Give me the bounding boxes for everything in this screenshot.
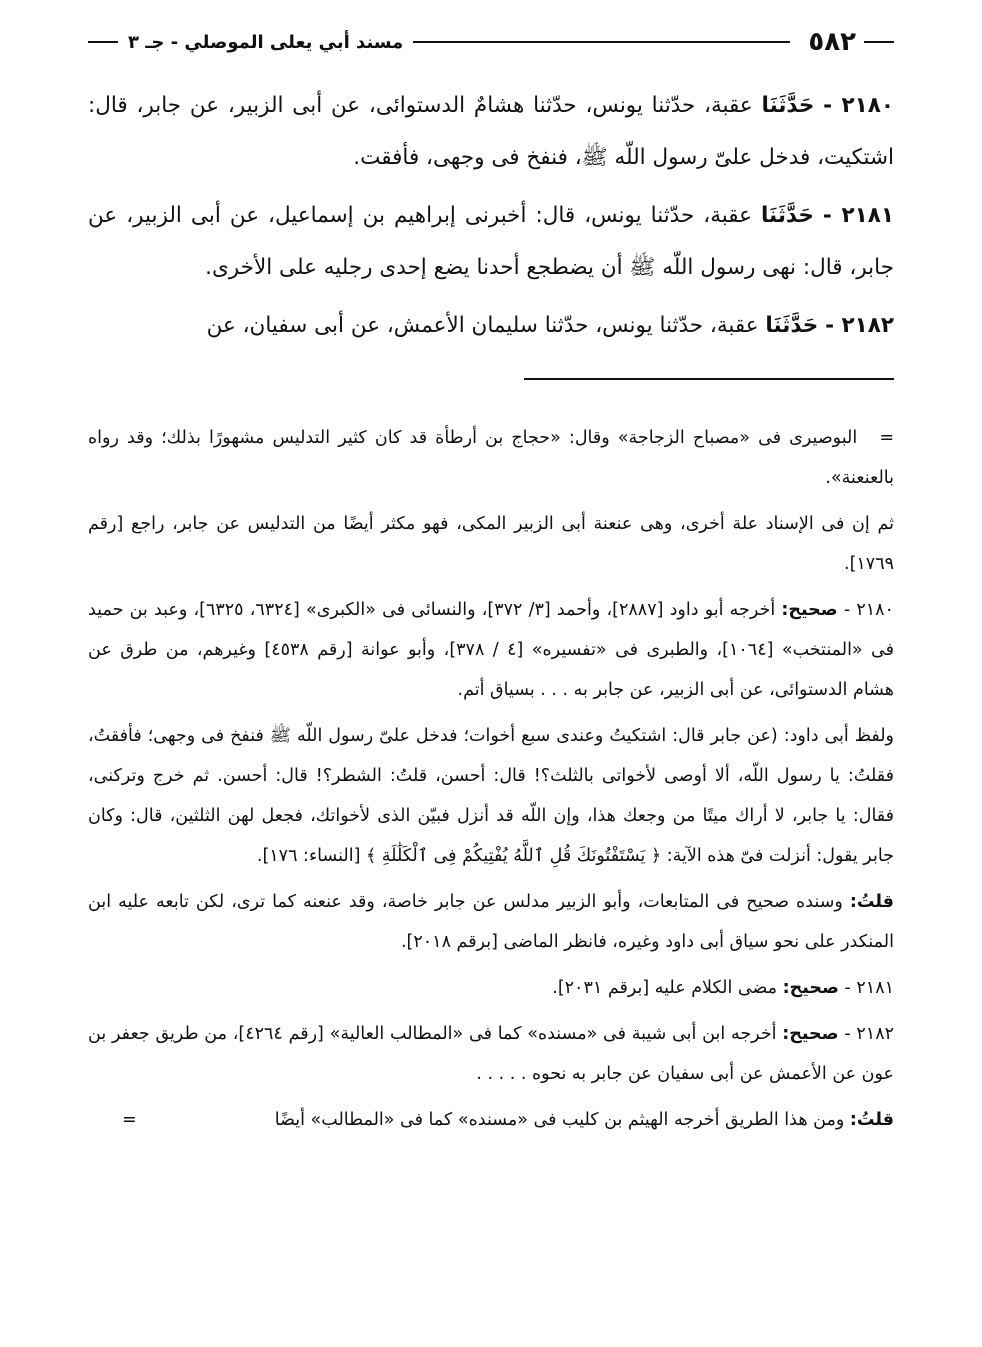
hadith-2180 — [88, 80, 894, 184]
hadith-number: ٢١٨٢ - — [825, 313, 894, 338]
continuation-mark: = — [122, 1110, 137, 1130]
header-dash-right — [864, 41, 894, 43]
running-title: مسند أبي يعلى الموصلي - جـ ٣ — [128, 31, 404, 53]
footnote-continued — [88, 418, 894, 498]
footnote-grade: صحيح: — [782, 1024, 839, 1044]
footnote-text: مضى الكلام عليه [برقم ٢٠٣١]. — [552, 978, 778, 998]
continuation-mark: = — [879, 428, 894, 448]
footnote-2180 — [88, 590, 894, 710]
header-rule — [413, 41, 790, 43]
footnote-remark-label: قلتُ: — [849, 1110, 894, 1130]
footnote-text: أخرجه ابن أبى شيبة فى «مسنده» كما فى «المطالب العالية» [رقم ٤٢٦٤]، من طريق جعفر بن عون عن الأعمش عن أبى سفيان عن جابر به نحوه . . . . . — [88, 1024, 894, 1084]
hadith-keyword: حَدَّثَنَا — [760, 203, 814, 228]
footnote-remark-label: قلتُ: — [849, 892, 894, 912]
footnote-2181 — [88, 968, 894, 1008]
footnote-separator — [524, 378, 894, 380]
footnote-2182 — [88, 1014, 894, 1094]
hadith-2182 — [88, 300, 894, 352]
footnote-text: أخرجه أبو داود [٢٨٨٧]، وأحمد [٣/ ٣٧٢]، والنسائى فى «الكبرى» [٦٣٢٤، ٦٣٢٥]، وعبد بن حميد فى «المنتخب» [١٠٦٤]، والطبرى فى «تفسيره» [٤ / ٣٧٨]، وأبو عوانة [رقم ٤٥٣٨] وغيرهم، من طرق عن هشام الدستوائى، عن أبى الزبير، عن جابر به . . . بسياق أتم. — [88, 600, 895, 700]
hadith-keyword: حَدَّثَنَا — [765, 313, 819, 338]
footnote-text: ومن هذا الطريق أخرجه الهيثم بن كليب فى «مسنده» كما فى «المطالب» أيضًا — [274, 1110, 845, 1130]
footnote-number: ٢١٨١ - — [844, 978, 894, 998]
page-header — [88, 22, 894, 62]
footnote-paragraph — [88, 1100, 894, 1140]
hadith-2181 — [88, 190, 894, 294]
hadith-number: ٢١٨٠ - — [823, 93, 894, 118]
hadith-text: عقبة، حدّثنا يونس، حدّثنا سليمان الأعمش، عن أبى سفيان، عن — [206, 313, 759, 338]
footnote-paragraph — [88, 882, 894, 962]
footnote-number: ٢١٨٠ - — [843, 600, 894, 620]
hadith-keyword: حَدَّثَنَا — [761, 93, 815, 118]
hadith-text: عقبة، حدّثنا يونس، قال: أخبرنى إبراهيم بن إسماعيل، عن أبى الزبير، عن جابر، قال: نهى رسول اللّه ﷺ أن يضطجع أحدنا يضع إحدى رجليه على الأخرى. — [88, 203, 894, 280]
footnote-grade: صحيح: — [782, 978, 839, 998]
footnote-text: ولفظ أبى داود: (عن جابر قال: اشتكيتُ وعندى سبع أخوات؛ فدخل علىّ رسول اللّه ﷺ فنفخ فى وجهى؛ فأفقتُ، فقلتُ: يا رسول اللّه، ألا أوصى لأخواتى بالثلث؟! قال: أحسن، قلتُ: الشطر؟! قال: أحسن. ثم خرج وتركنى، فقال: يا جابر، لا أراك ميتًا من وجعك هذا، وإن اللّه قد أنزل فبيّن الذى لأخواتك، فجعل لهن الثلثين، قال: وكان جابر يقول: أنزلت فىّ هذه الآية: ﴿ يَسْتَفْتُونَكَ قُلِ ٱللَّهُ يُفْتِيكُمْ فِى ٱلْكَلَٰلَةِ ﴾ [النساء: ١٧٦]. — [88, 726, 894, 866]
footnote-text: ثم إن فى الإسناد علة أخرى، وهى عنعنة أبى الزبير المكى، فهو مكثر أيضًا من التدليس عن جابر، راجع [رقم ١٧٦٩]. — [88, 514, 894, 574]
footnote-text: البوصيرى فى «مصباح الزجاجة» وقال: «حجاج بن أرطأة قد كان كثير التدليس مشهورًا بذلك؛ وقد رواه بالعنعنة». — [88, 428, 894, 488]
footnotes — [88, 418, 894, 1146]
footnote-paragraph — [88, 504, 894, 584]
page-number: ٥٨٢ — [808, 27, 856, 57]
header-dash-left — [88, 41, 118, 43]
hadith-text: عقبة، حدّثنا يونس، حدّثنا هشامٌ الدستوائى، عن أبى الزبير، عن جابر، قال: اشتكيت، فدخل علىّ رسول اللّه ﷺ، فنفخ فى وجهى، فأفقت. — [88, 93, 894, 170]
hadith-number: ٢١٨١ - — [822, 203, 894, 228]
main-text — [88, 80, 894, 358]
footnote-paragraph — [88, 716, 894, 876]
footnote-number: ٢١٨٢ - — [844, 1024, 895, 1044]
footnote-text: وسنده صحيح فى المتابعات، وأبو الزبير مدلس عن جابر خاصة، وقد عنعنه كما ترى، لكن تابعه عليه ابن المنكدر على نحو سياق أبى داود وغيره، فانظر الماضى [برقم ٢٠١٨]. — [88, 892, 894, 952]
footnote-grade: صحيح: — [781, 600, 838, 620]
